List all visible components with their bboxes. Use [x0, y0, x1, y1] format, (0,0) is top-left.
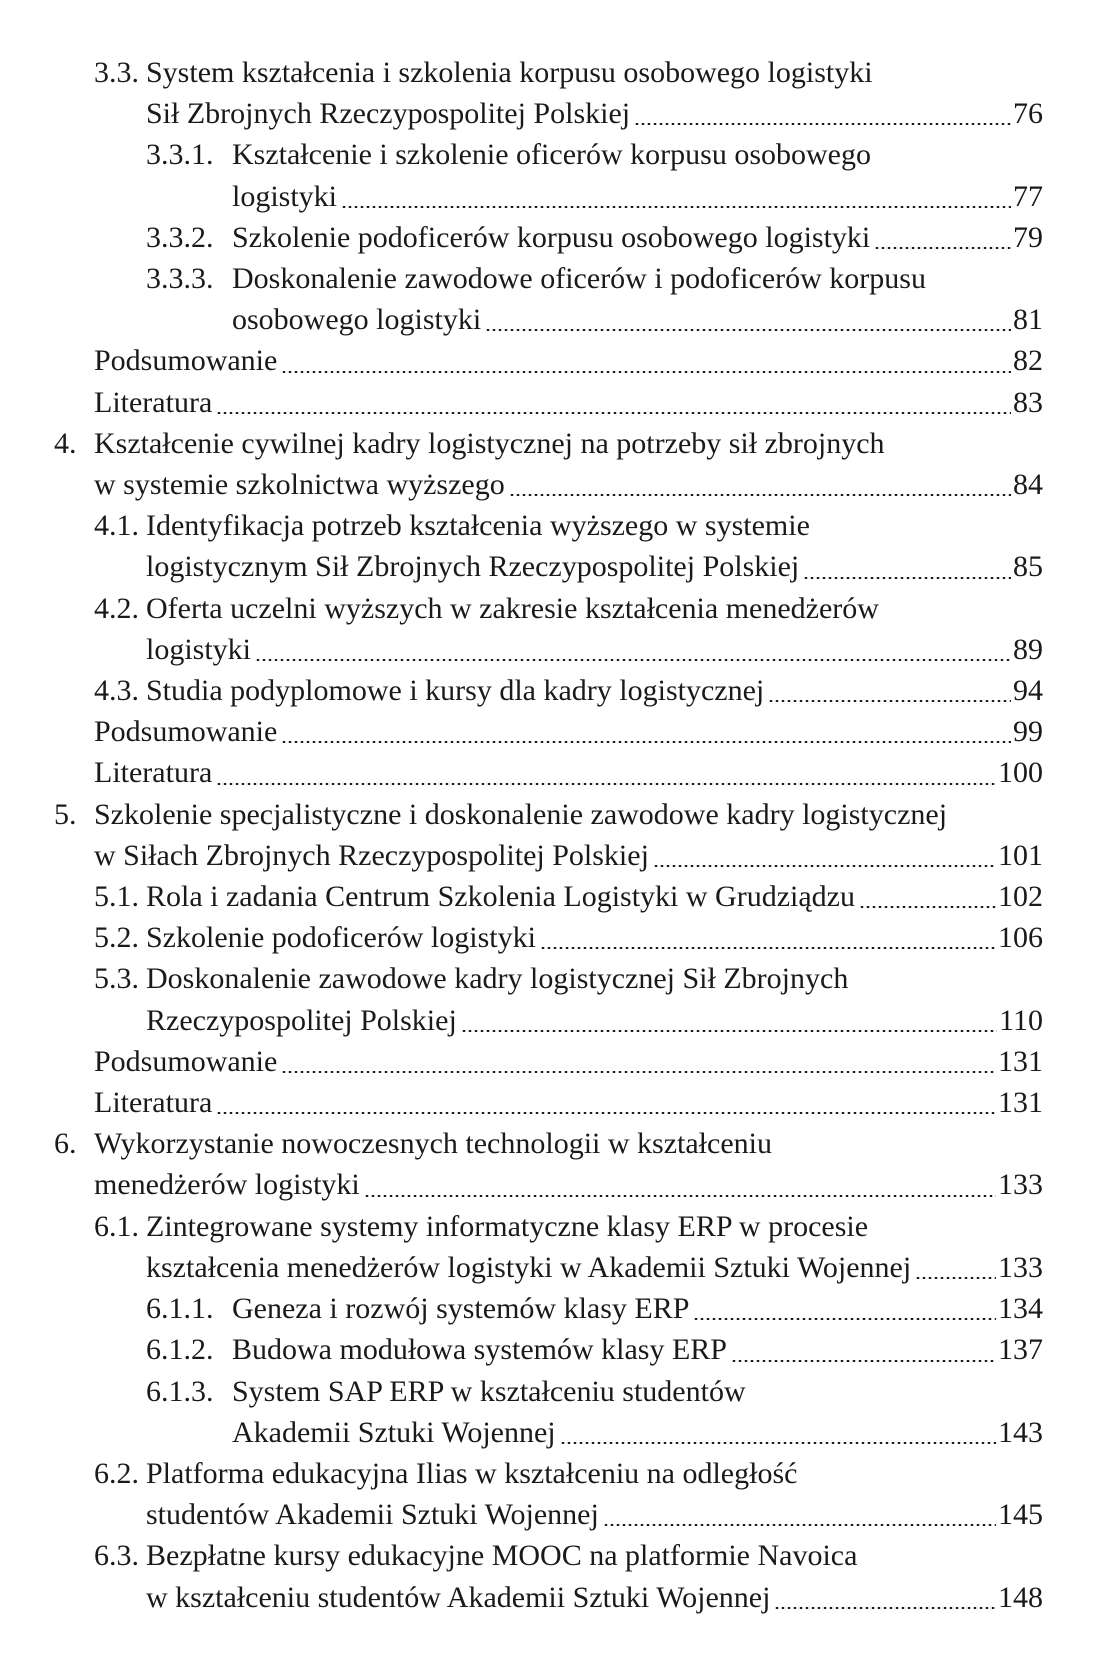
toc-entry-title-line: Kształcenie i szkolenie oficerów korpusu osobowego — [232, 138, 871, 172]
toc-entry-number: 6.2. — [94, 1456, 139, 1490]
toc-entry[interactable] — [0, 1288, 1112, 1329]
dot-leader — [653, 865, 996, 867]
toc-entry-title-line: w systemie szkolnictwa wyższego — [94, 468, 505, 502]
toc-entry[interactable] — [0, 1041, 1112, 1082]
dot-leader — [859, 906, 996, 908]
dot-leader — [461, 1030, 997, 1032]
toc-entry[interactable] — [0, 382, 1112, 423]
dot-leader — [774, 1607, 996, 1609]
toc-entry[interactable] — [0, 752, 1112, 793]
dot-leader — [768, 700, 1011, 702]
toc-entry[interactable] — [0, 52, 1112, 134]
toc-entry-page-number: 85 — [1013, 550, 1043, 584]
toc-entry-page-number: 131 — [998, 1086, 1043, 1120]
toc-entry-number: 3.3.3. — [146, 262, 214, 296]
toc-entry-title-line: logistyki — [146, 632, 252, 666]
toc-entry-page-number: 134 — [998, 1292, 1043, 1326]
toc-entry-title-line: kształcenia menedżerów logistyki w Akademii Sztuki Wojennej — [146, 1250, 912, 1284]
toc-entry-page-number: 99 — [1013, 715, 1043, 749]
toc-entry[interactable] — [0, 1329, 1112, 1370]
toc-entry-title-line: Literatura — [94, 1086, 213, 1120]
dot-leader — [281, 371, 1011, 373]
toc-entry-title-line: Podsumowanie — [94, 1044, 278, 1078]
toc-entry[interactable] — [0, 588, 1112, 670]
dot-leader — [364, 1195, 996, 1197]
toc-entry-title-line: Platforma edukacyjna Ilias w kształceniu na odległość — [146, 1456, 798, 1490]
toc-entry-page-number: 79 — [1013, 220, 1043, 254]
toc-entry-title-line: Podsumowanie — [94, 344, 278, 378]
toc-entry-page-number: 77 — [1013, 179, 1043, 213]
toc-entry[interactable] — [0, 670, 1112, 711]
dot-leader — [485, 329, 1011, 331]
toc-entry-title-line: Wykorzystanie nowoczesnych technologii w kształceniu — [94, 1127, 772, 1161]
toc-entry-number: 5.1. — [94, 880, 139, 914]
toc-entry-number: 6.3. — [94, 1539, 139, 1573]
toc-entry-title-line: Identyfikacja potrzeb kształcenia wyższego w systemie — [146, 509, 810, 543]
toc-entry-page-number: 101 — [998, 838, 1043, 872]
toc-entry[interactable] — [0, 1206, 1112, 1288]
toc-entry[interactable] — [0, 917, 1112, 958]
toc-entry-title-line: logistyki — [232, 179, 338, 213]
toc-entry-title-line: Doskonalenie zawodowe kadry logistycznej Sił Zbrojnych — [146, 962, 849, 996]
dot-leader — [216, 1112, 996, 1114]
toc-entry[interactable] — [0, 1453, 1112, 1535]
toc-entry-number: 6. — [54, 1127, 77, 1161]
toc-entry-page-number: 148 — [998, 1580, 1043, 1614]
toc-entry[interactable] — [0, 134, 1112, 216]
toc-entry-title-line: Rzeczypospolitej Polskiej — [146, 1003, 457, 1037]
toc-entry-title-line: Rola i zadania Centrum Szkolenia Logistyki w Grudziądzu — [146, 880, 855, 914]
dot-leader — [281, 741, 1011, 743]
toc-entry-page-number: 131 — [998, 1044, 1043, 1078]
toc-entry-page-number: 83 — [1013, 385, 1043, 419]
toc-entry[interactable] — [0, 958, 1112, 1040]
toc-entry-page-number: 145 — [998, 1498, 1043, 1532]
toc-entry-title-line: osobowego logistyki — [232, 303, 482, 337]
toc-entry-number: 3.3.1. — [146, 138, 214, 172]
toc-entry-number: 6.1.3. — [146, 1374, 214, 1408]
toc-entry-page-number: 133 — [998, 1168, 1043, 1202]
toc-entry[interactable] — [0, 217, 1112, 258]
toc-entry-title-line: w Siłach Zbrojnych Rzeczypospolitej Polskiej — [94, 838, 649, 872]
toc-entry-number: 5.2. — [94, 921, 139, 955]
toc-entry[interactable] — [0, 1535, 1112, 1617]
dot-leader — [803, 577, 1011, 579]
toc-entry-page-number: 143 — [998, 1415, 1043, 1449]
toc-entry-page-number: 82 — [1013, 344, 1043, 378]
toc-entry-title-line: System SAP ERP w kształceniu studentów — [232, 1374, 746, 1408]
toc-entry-title-line: logistycznym Sił Zbrojnych Rzeczypospolitej Polskiej — [146, 550, 800, 584]
toc-entry-title-line: Szkolenie podoficerów logistyki — [146, 921, 536, 955]
toc-entry[interactable] — [0, 1082, 1112, 1123]
toc-entry-title-line: Szkolenie specjalistyczne i doskonalenie zawodowe kadry logistycznej — [94, 797, 948, 831]
toc-entry[interactable] — [0, 258, 1112, 340]
toc-entry-title-line: w kształceniu studentów Akademii Sztuki Wojennej — [146, 1580, 771, 1614]
toc-entry[interactable] — [0, 423, 1112, 505]
toc-entry-title-line: Kształcenie cywilnej kadry logistycznej na potrzeby sił zbrojnych — [94, 426, 885, 460]
toc-entry-page-number: 89 — [1013, 632, 1043, 666]
toc-entry-number: 6.1.1. — [146, 1292, 214, 1326]
dot-leader — [603, 1524, 996, 1526]
dot-leader — [560, 1442, 996, 1444]
toc-entry-title-line: menedżerów logistyki — [94, 1168, 360, 1202]
dot-leader — [216, 412, 1011, 414]
toc-entry[interactable] — [0, 505, 1112, 587]
toc-entry-title-line: Sił Zbrojnych Rzeczypospolitej Polskiej — [146, 97, 631, 131]
toc-entry-title-line: Podsumowanie — [94, 715, 278, 749]
toc-entry-number: 6.1.2. — [146, 1333, 214, 1367]
toc-entry-title-line: Literatura — [94, 756, 213, 790]
toc-entry-title-line: studentów Akademii Sztuki Wojennej — [146, 1498, 599, 1532]
dot-leader — [216, 783, 996, 785]
toc-entry-title-line: Geneza i rozwój systemów klasy ERP — [232, 1292, 690, 1326]
toc-entry-title-line: Akademii Sztuki Wojennej — [232, 1415, 556, 1449]
toc-entry-page-number: 137 — [998, 1333, 1043, 1367]
toc-entry-page-number: 100 — [998, 756, 1043, 790]
toc-entry-number: 5. — [54, 797, 77, 831]
table-of-contents — [0, 52, 1112, 1618]
toc-entry[interactable] — [0, 711, 1112, 752]
toc-entry-number: 5.3. — [94, 962, 139, 996]
toc-entry-title-line: Budowa modułowa systemów klasy ERP — [232, 1333, 727, 1367]
toc-entry-title-line: Oferta uczelni wyższych w zakresie kształcenia menedżerów — [146, 591, 879, 625]
toc-entry-number: 3.3.2. — [146, 220, 214, 254]
toc-entry[interactable] — [0, 1371, 1112, 1453]
dot-leader — [634, 123, 1011, 125]
toc-entry-title-line: Studia podyplomowe i kursy dla kadry logistycznej — [146, 674, 765, 708]
toc-entry[interactable] — [0, 876, 1112, 917]
toc-entry-page-number: 102 — [998, 880, 1043, 914]
toc-entry[interactable] — [0, 1123, 1112, 1205]
dot-leader — [255, 659, 1011, 661]
toc-entry-number: 4.1. — [94, 509, 139, 543]
toc-entry-title-line: Szkolenie podoficerów korpusu osobowego logistyki — [232, 220, 871, 254]
toc-entry-title-line: Doskonalenie zawodowe oficerów i podoficerów korpusu — [232, 262, 926, 296]
toc-entry-title-line: Literatura — [94, 385, 213, 419]
dot-leader — [341, 206, 1011, 208]
dot-leader — [731, 1360, 996, 1362]
toc-entry[interactable] — [0, 340, 1112, 381]
toc-entry-page-number: 84 — [1013, 468, 1043, 502]
toc-entry-number: 4.3. — [94, 674, 139, 708]
toc-entry-page-number: 133 — [998, 1250, 1043, 1284]
dot-leader — [509, 494, 1011, 496]
toc-entry-number: 3.3. — [94, 56, 139, 89]
toc-entry-page-number: 76 — [1013, 97, 1043, 131]
toc-entry-page-number: 106 — [998, 921, 1043, 955]
toc-entry-page-number: 81 — [1013, 303, 1043, 337]
toc-entry-number: 6.1. — [94, 1209, 139, 1243]
dot-leader — [915, 1277, 996, 1279]
toc-entry-title-line: System kształcenia i szkolenia korpusu osobowego logistyki — [146, 56, 873, 89]
dot-leader — [874, 247, 1011, 249]
toc-entry-title-line: Bezpłatne kursy edukacyjne MOOC na platformie Navoica — [146, 1539, 858, 1573]
dot-leader — [281, 1071, 996, 1073]
toc-entry-page-number: 110 — [999, 1003, 1043, 1037]
toc-entry[interactable] — [0, 794, 1112, 876]
toc-entry-title-line: Zintegrowane systemy informatyczne klasy ERP w procesie — [146, 1209, 869, 1243]
dot-leader — [540, 947, 996, 949]
toc-entry-page-number: 94 — [1013, 674, 1043, 708]
toc-entry-number: 4.2. — [94, 591, 139, 625]
toc-entry-number: 4. — [54, 426, 77, 460]
dot-leader — [693, 1318, 996, 1320]
